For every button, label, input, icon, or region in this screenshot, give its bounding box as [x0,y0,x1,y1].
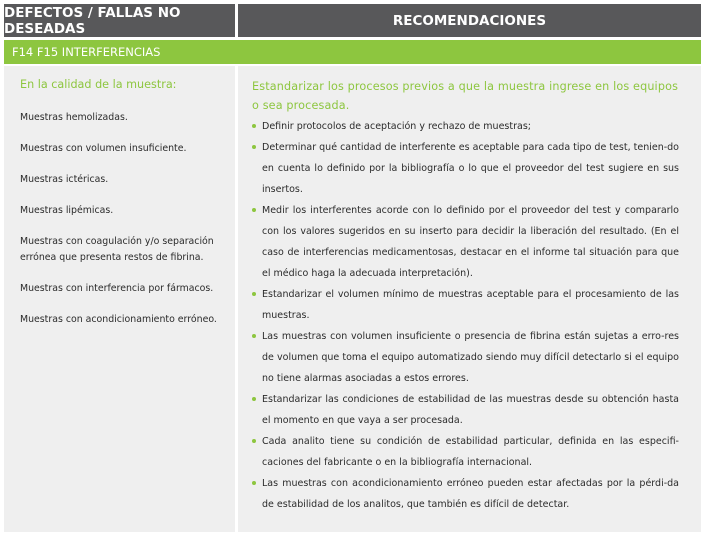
defect-item: Muestras con volumen insuficiente. [20,143,187,154]
defects-heading: En la calidad de la muestra: [20,78,177,91]
recommendation-text: Las muestras con volumen insuficiente o presencia de fibrina están sujetas a erro-res de volumen que toma el equipo automatizado siendo muy difícil detectarlo si el equipo no tiene alarmas asociadas a estos errores. [262,331,679,384]
recommendation-item [252,326,679,389]
defects-cell [4,66,235,532]
bullet-icon [252,481,256,485]
recommendation-text: Determinar qué cantidad de interferente es aceptable para cada tipo de test, tenien-do en cuenta lo definido por la bibliografía o lo que el proveedor del test sugiere en sus insertos. [262,142,679,195]
recommendation-text: Definir protocolos de aceptación y rechazo de muestras; [262,121,531,132]
recommendations-cell [238,66,701,532]
bullet-icon [252,439,256,443]
recommendation-item [252,473,679,515]
defect-item: Muestras con coagulación y/o separación errónea que presenta restos de fibrina. [20,236,214,263]
defect-item: Muestras con interferencia por fármacos. [20,283,214,294]
recommendation-item [252,431,679,473]
bullet-icon [252,334,256,338]
recommendation-text: Estandarizar las condiciones de estabilidad de las muestras desde su obtención hasta el momento en que vaya a ser procesada. [262,394,679,426]
column-header-defects: DEFECTOS / FALLAS NO DESEADAS [4,4,235,37]
recommendation-item [252,389,679,431]
bullet-icon [252,208,256,212]
recommendation-item [252,200,679,284]
defect-item: Muestras lipémicas. [20,205,114,216]
recommendation-item [252,137,679,200]
recommendation-item [252,116,679,137]
recommendation-text: Medir los interferentes acorde con lo definido por el proveedor del test y compararlo con los valores sugeridos en su inserto para decidir la liberación del resultado. (En el caso de interferencias medicamentosas, destacar en el informe tal situación para que el médico haga la adecuada interpretación). [262,205,679,279]
defect-item: Muestras con acondicionamiento erróneo. [20,314,217,325]
recommendation-text: Estandarizar el volumen mínimo de muestras aceptable para el procesamiento de las muestras. [262,289,679,321]
bullet-icon [252,397,256,401]
recommendations-heading: Estandarizar los procesos previos a que la muestra ingrese en los equipos o sea procesada. [252,80,679,112]
bullet-icon [252,124,256,128]
recommendation-text: Las muestras con acondicionamiento erróneo pueden estar afectadas por la pérdi-da de estabilidad de los analitos, que también es difícil de detectar. [262,478,679,510]
bullet-icon [252,145,256,149]
column-header-recommendations: RECOMENDACIONES [238,4,701,37]
bullet-icon [252,292,256,296]
defect-item: Muestras ictéricas. [20,174,109,185]
recommendation-text: Cada analito tiene su condición de estabilidad particular, definida en las especifi-caciones del fabricante o en la bibliografía internacional. [262,436,679,468]
recommendation-item [252,284,679,326]
section-band: F14 F15 INTERFERENCIAS [4,40,701,64]
defect-item: Muestras hemolizadas. [20,112,128,123]
